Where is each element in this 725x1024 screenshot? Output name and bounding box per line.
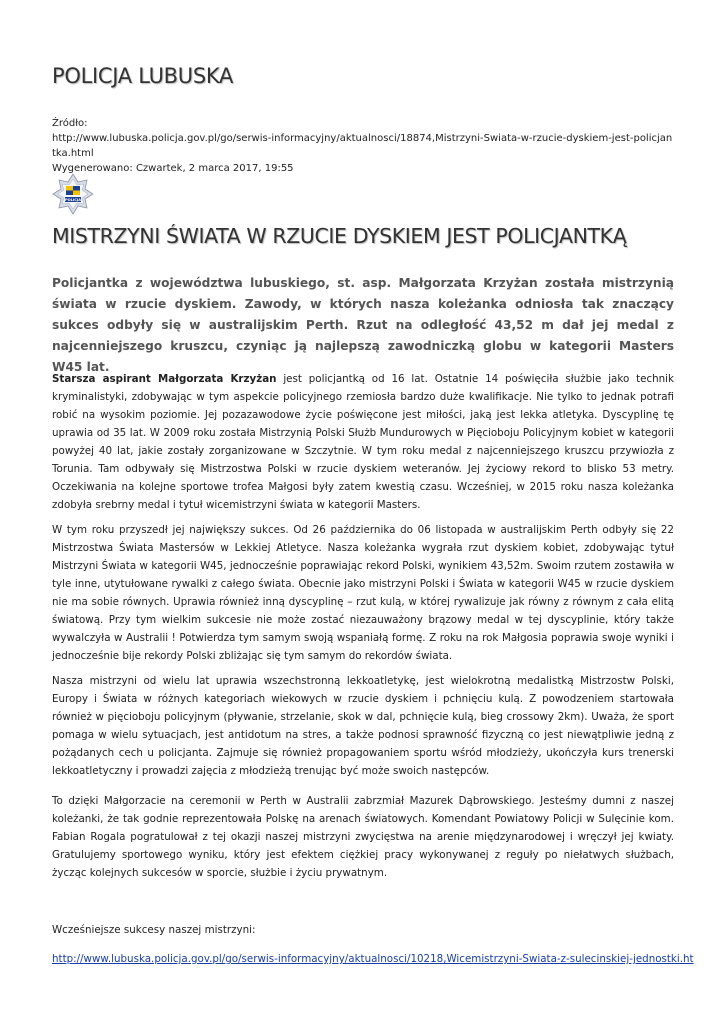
document-meta <box>52 116 674 176</box>
source-label: Źródło: <box>52 118 88 129</box>
article-lead: Policjantka z województwa lubuskiego, st. asp. Małgorzata Krzyżan została mistrzynią świata w rzucie dyskiem. Zawody, w których nasza koleżanka odniosła tak znaczący sukces odbyły się w australijskim Perth. Rzut na odległość 43,52 m dał jej medal z najcenniejszego kruszcu, czyniąc ją najlepszą zawodniczką globu w kategorii Masters W45 lat. <box>52 276 674 374</box>
earlier-successes-link[interactable]: http://www.lubuska.policja.gov.pl/go/serwis-informacyjny/aktualnosci/10218,Wicemistrzyni-Swiata-z-sulecinskiej-jednostki.ht <box>52 953 694 965</box>
police-star-logo-icon <box>52 173 94 215</box>
paragraph-1-bold-name: Starsza aspirant Małgorzata Krzyżan <box>52 373 277 385</box>
earlier-successes-link-row <box>52 950 694 968</box>
paragraph-1 <box>52 370 674 514</box>
paragraph-3: Nasza mistrzyni od wielu lat uprawia wszechstronną lekkoatletykę, jest wielokrotną medalistką Mistrzostw Polski, Europy i Świata w różnych kategoriach wiekowych w rzucie dyskiem i pchnięciu kulą. Z powodzeniem startowała również w pięcioboju policyjnym (pływanie, strzelanie, skok w dal, pchnięcie kulą, bieg crossowy 2km). Uważa, że sport pomaga w wielu sytuacjach, jest antidotum na stres, a także podnosi sprawność fizyczną co jest niewątpliwie jedną z pożądanych cech u policjanta. Zajmuje się również propagowaniem sportu wśród młodzieży, ukończyła kurs trenerski lekkoatletyczny i prowadzi zajęcia z młodzieżą trenując być może swoich następców. <box>52 675 674 777</box>
paragraph-4: To dzięki Małgorzacie na ceremonii w Perth w Australii zabrzmiał Mazurek Dąbrowskiego. Jesteśmy dumni z naszej koleżanki, że tak godnie reprezentowała Polskę na arenach światowych. Komendant Powiatowy Policji w Sulęcinie kom. Fabian Rogala pogratulował z tej okazji naszej mistrzyni zwycięstwa na arenie międzynarodowej i wręczył jej kwiaty. Gratulujemy sportowego wyniku, który jest efektem ciężkiej pracy wykonywanej z reguły po niełatwych służbach, życząc kolejnych sukcesów w sporcie, służbie i życiu prywatnym. <box>52 795 674 879</box>
source-url: http://www.lubuska.policja.gov.pl/go/serwis-informacyjny/aktualnosci/18874,Mistrzyni-Swiata-w-rzucie-dyskiem-jest-policjantka.html <box>52 133 673 159</box>
site-title: POLICJA LUBUSKA <box>52 64 234 88</box>
generated-date: Wygenerowano: Czwartek, 2 marca 2017, 19:55 <box>52 163 294 174</box>
paragraph-1-text: jest policjantką od 16 lat. Ostatnie 14 poświęciła służbie jako technik kryminalistyki, zdobywając w tym aspekcie policyjnego rzemiosła bardzo duże kwalifikacje. Nie tylko to jednak potrafi robić na wysokim poziomie. Jej pozazawodowe życie poświęcone jest miłości, jaką jest lekka atletyka. Dyscyplinę tę uprawia od 35 lat. W 2009 roku została Mistrzynią Polski Służb Mundurowych w Pięcioboju Policyjnym kobiet w kategorii powyżej 40 lat, jakie zostały zorganizowane w Szczytnie. W tym roku medal z najcenniejszego kruszcu przywiozła z Torunia. Tam odbywały się Mistrzostwa Polski w rzucie dyskiem weteranów. Jej życiowy rekord to blisko 53 metry. Oczekiwania na kolejne sportowe trofea Małgosi były zatem kwestią czasu. Wcześniej, w 2015 roku nasza koleżanka zdobyła srebrny medal i tytuł wicemistrzyni świata w kategorii Masters. <box>52 373 674 511</box>
article-title: MISTRZYNI ŚWIATA W RZUCIE DYSKIEM JEST POLICJANTKĄ <box>52 224 627 248</box>
earlier-successes-label: Wcześniejsze sukcesy naszej mistrzyni: <box>52 924 256 936</box>
logo-text: POLICJA <box>64 197 82 202</box>
paragraph-2: W tym roku przyszedł jej największy sukces. Od 26 października do 06 listopada w australijskim Perth odbyły się 22 Mistrzostwa Świata Mastersów w Lekkiej Atletyce. Nasza koleżanka wygrała rzut dyskiem kobiet, zdobywając tytuł Mistrzyni Świata w kategorii W45, jednocześnie poprawiając rekord Polski, wynikiem 43,52m. Swoim rzutem zostawiła w tyle inne, utytułowane rywalki z całego świata. Obecnie jako mistrzyni Polski i Świata w kategorii W45 w rzucie dyskiem nie ma sobie równych. Uprawia również inną dyscyplinę – rzut kulą, w której rywalizuje jak równy z równym z cała elitą światową. Przy tym wielkim sukcesie nie może zostać niezauważony brązowy medal w tej dyscyplinie, który także wywalczyła w Australii ! Potwierdza tym samym swoją wspaniałą formę. Z roku na rok Małgosia poprawia swoje wyniki i jednocześnie bije rekordy Polski zbliżając się tym samym do rekordów świata. <box>52 524 674 662</box>
